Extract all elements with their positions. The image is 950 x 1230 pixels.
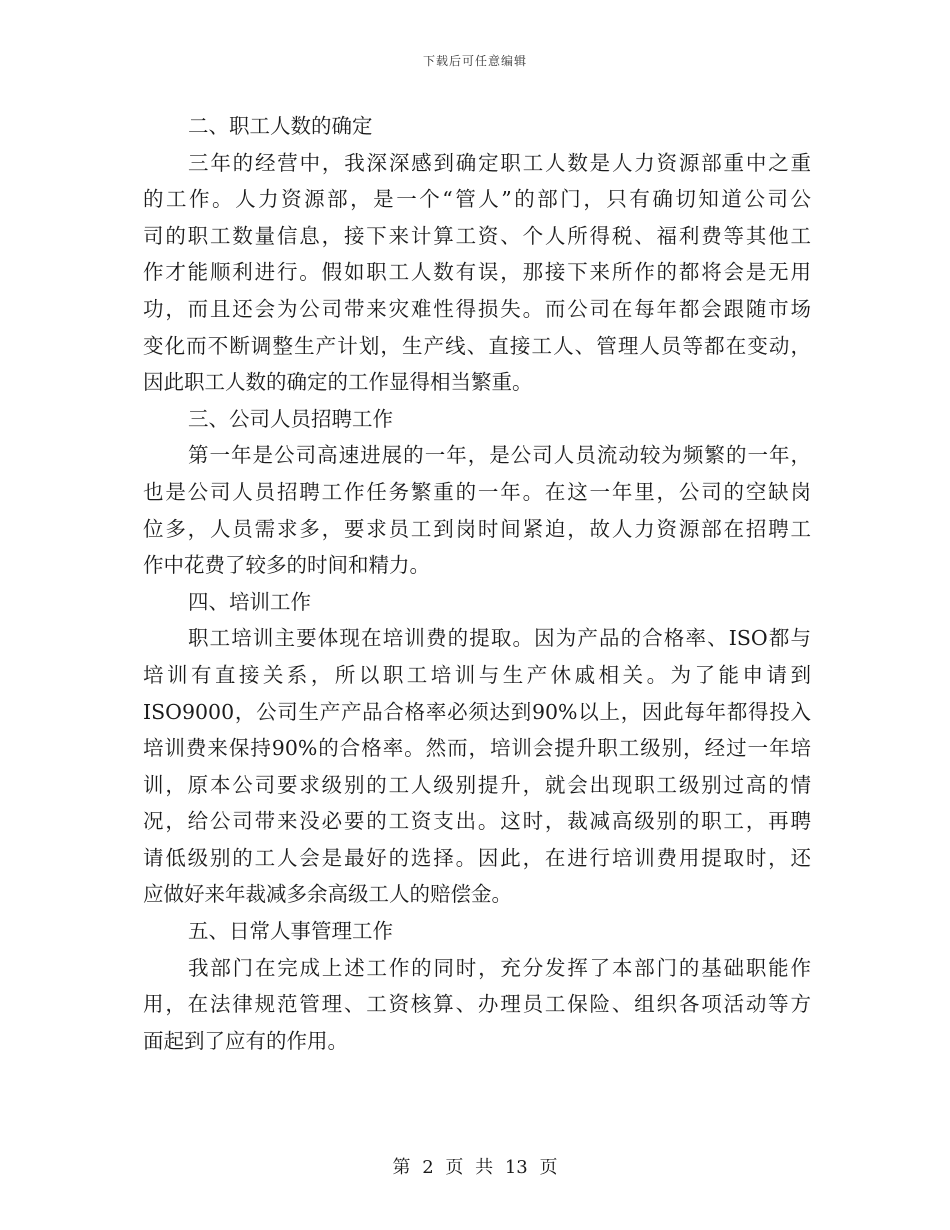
paragraph-line: 变化而不断调整生产计划，生产线、直接工人、管理人员等都在变动， bbox=[143, 333, 811, 358]
paragraph-line: 也是公司人员招聘工作任务繁重的一年。在这一年里，公司的空缺岗 bbox=[143, 479, 811, 504]
section-heading: 二、职工人数的确定 bbox=[188, 114, 373, 138]
paragraph-line: ISO9000，公司生产产品合格率必须达到90%以上，因此每年都得投入 bbox=[143, 699, 811, 724]
paragraph-line: 培训有直接关系，所以职工培训与生产休戚相关。为了能申请到 bbox=[143, 662, 811, 687]
paragraph-line: 训，原本公司要求级别的工人级别提升，就会出现职工级别过高的情 bbox=[143, 772, 811, 797]
paragraph-line: 况，给公司带来没必要的工资支出。这时，裁减高级别的职工，再聘 bbox=[143, 809, 811, 834]
paragraph-line: 应做好来年裁减多余高级工人的赔偿金。 bbox=[143, 882, 512, 907]
section-heading: 五、日常人事管理工作 bbox=[188, 919, 393, 944]
paragraph-line: 三年的经营中，我深深感到确定职工人数是人力资源部重中之重 bbox=[188, 150, 811, 175]
paragraph-line: 功，而且还会为公司带来灾难性得损失。而公司在每年都会跟随市场 bbox=[143, 296, 811, 321]
paragraph-line: 作才能顺利进行。假如职工人数有误，那接下来所作的都将会是无用 bbox=[143, 260, 811, 285]
paragraph-line: 司的职工数量信息，接下来计算工资、个人所得税、福利费等其他工 bbox=[143, 223, 811, 248]
paragraph-line: 用，在法律规范管理、工资核算、办理员工保险、组织各项活动等方 bbox=[143, 992, 811, 1017]
document-body bbox=[143, 108, 811, 1059]
page-number-footer: 第 2 页 共 13 页 bbox=[392, 1157, 558, 1178]
paragraph-line: 面起到了应有的作用。 bbox=[143, 1028, 348, 1053]
paragraph-line: 位多，人员需求多，要求员工到岗时间紧迫，故人力资源部在招聘工 bbox=[143, 516, 811, 541]
section-heading: 四、培训工作 bbox=[188, 589, 311, 614]
paragraph-line: 请低级别的工人会是最好的选择。因此，在进行培训费用提取时，还 bbox=[143, 845, 811, 870]
paragraph-line: 我部门在完成上述工作的同时，充分发挥了本部门的基础职能作 bbox=[188, 955, 811, 980]
page-header-note: 下载后可任意编辑 bbox=[422, 54, 527, 68]
paragraph-line: 作中花费了较多的时间和精力。 bbox=[143, 553, 430, 578]
paragraph-line: 培训费来保持90%的合格率。然而，培训会提升职工级别，经过一年培 bbox=[143, 736, 811, 761]
paragraph-line: 因此职工人数的确定的工作显得相当繁重。 bbox=[143, 370, 533, 395]
section-heading: 三、公司人员招聘工作 bbox=[188, 406, 393, 431]
paragraph-line: 职工培训主要体现在培训费的提取。因为产品的合格率、ISO都与 bbox=[188, 626, 811, 651]
paragraph-line: 的工作。人力资源部，是一个“管人”的部门，只有确切知道公司公 bbox=[143, 187, 811, 212]
paragraph-line: 第一年是公司高速进展的一年，是公司人员流动较为频繁的一年， bbox=[188, 443, 811, 468]
